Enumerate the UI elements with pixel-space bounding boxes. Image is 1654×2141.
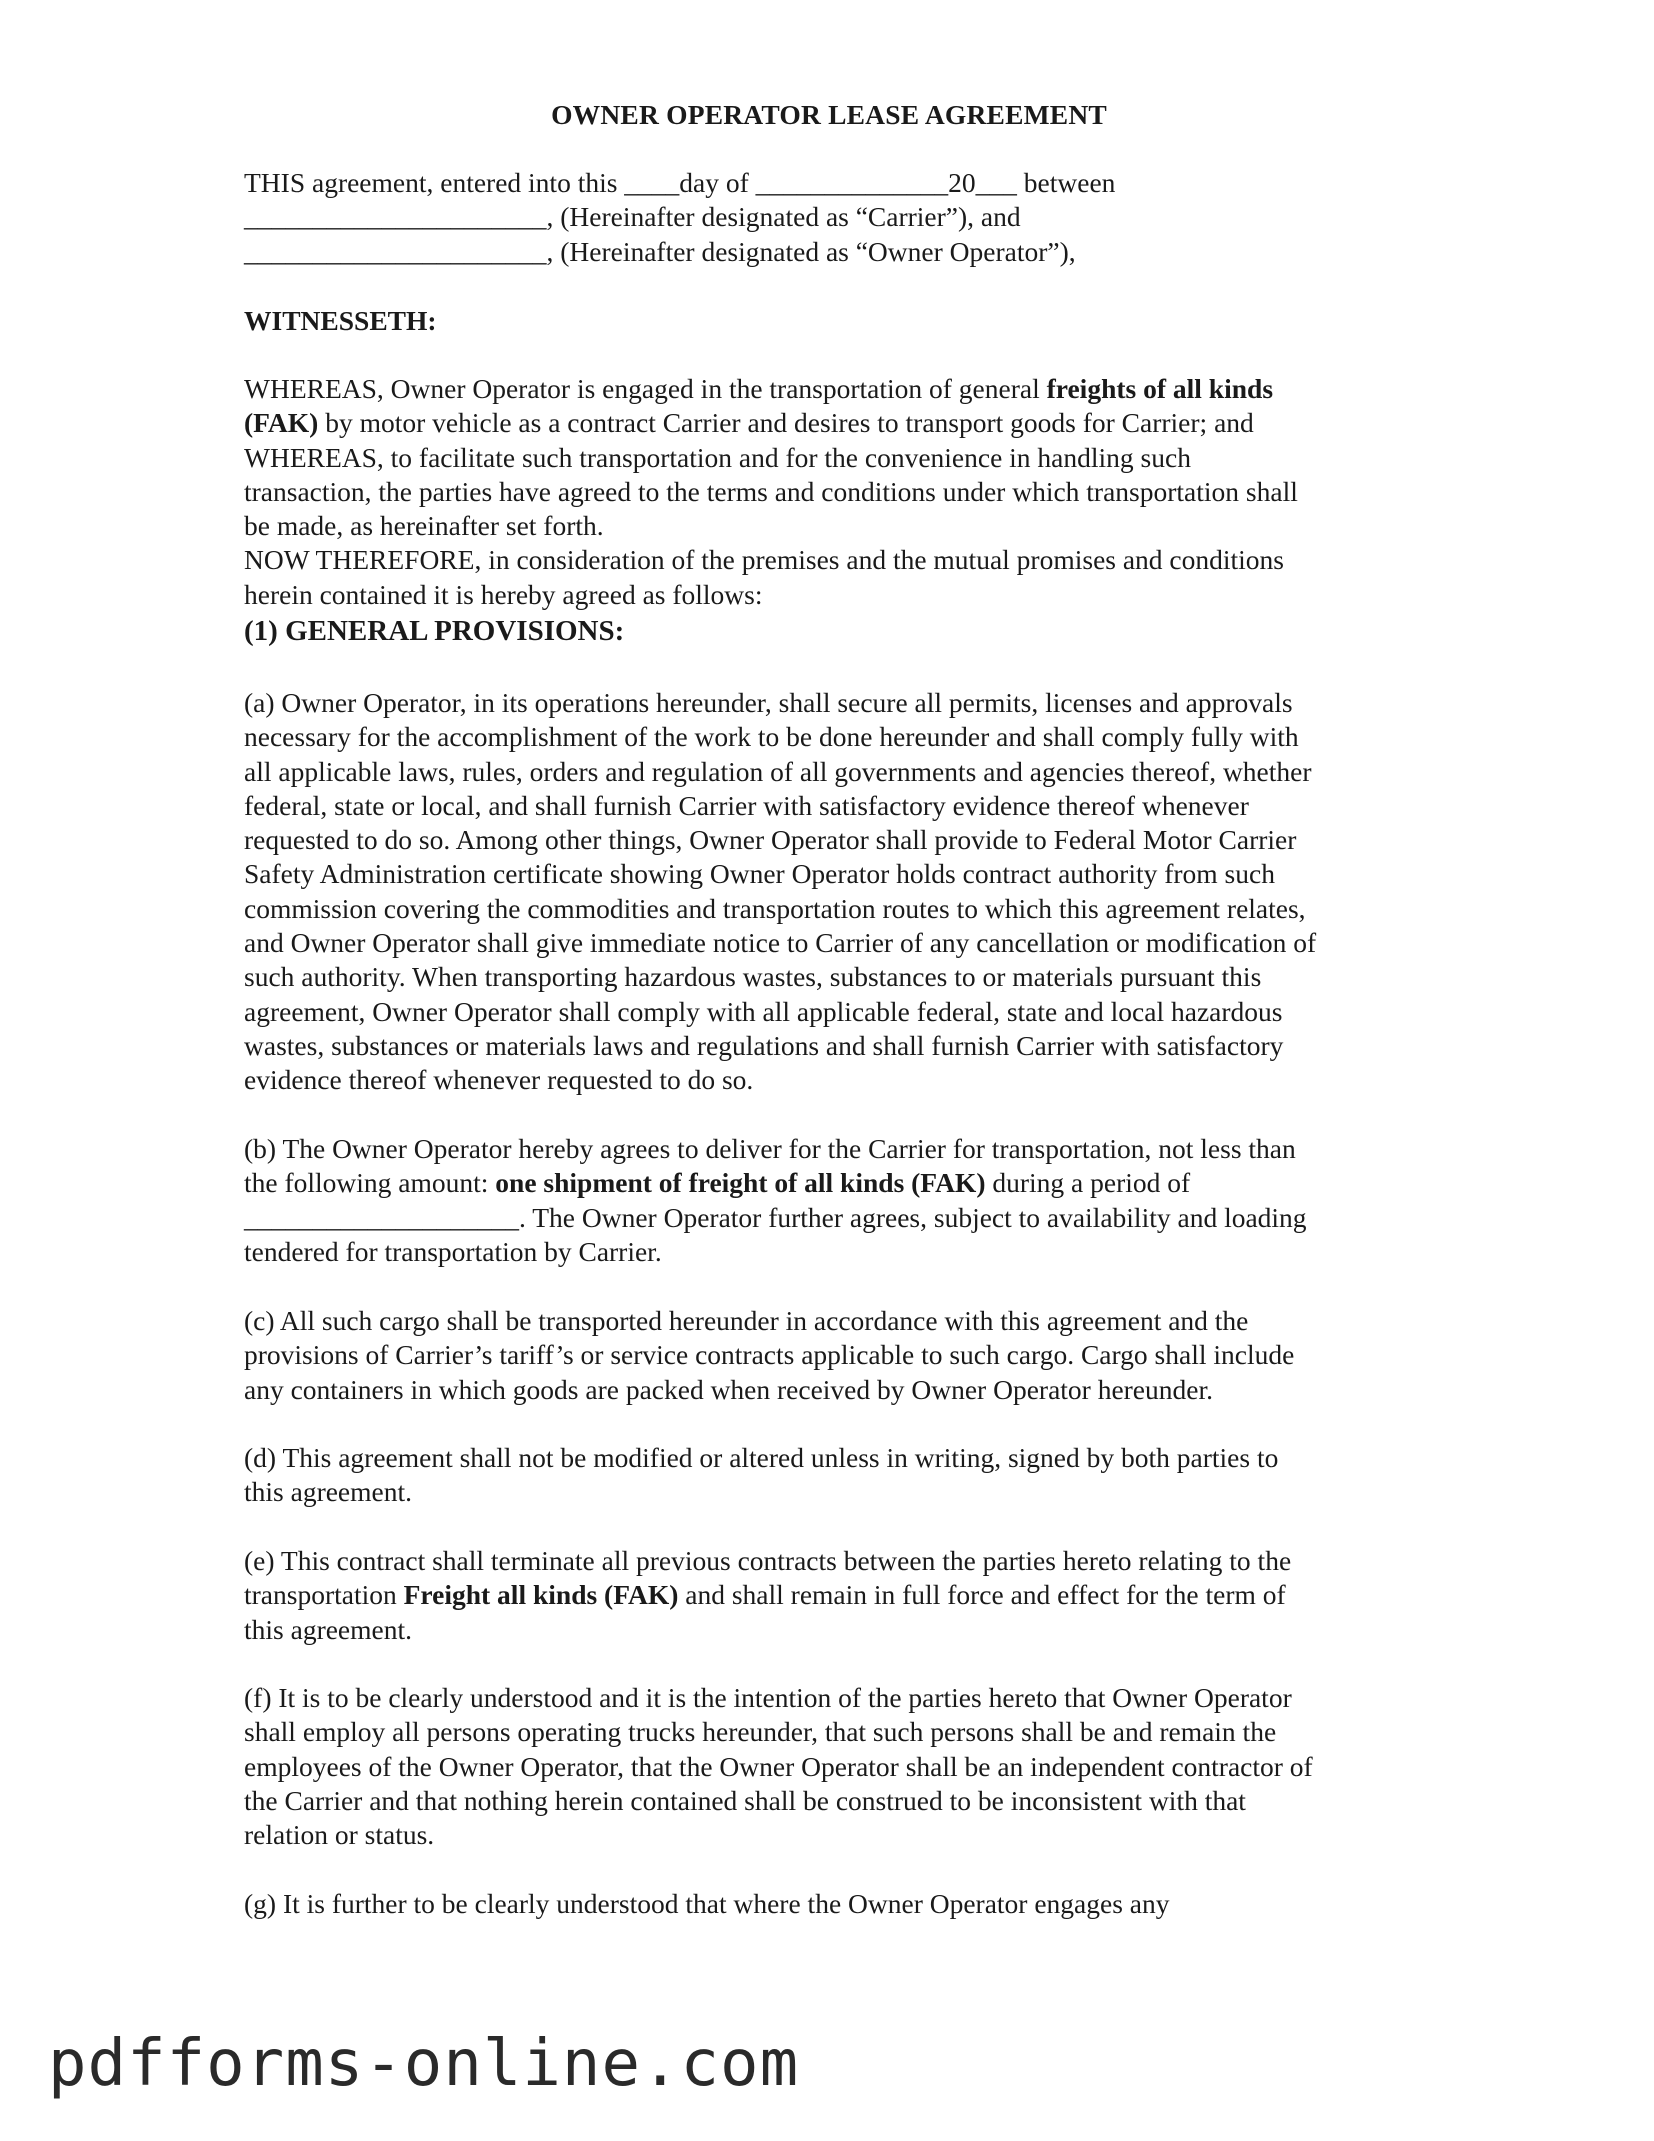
paragraph-line: employees of the Owner Operator, that the Owner Operator shall be an independent contractor of xyxy=(244,1750,1313,1782)
paragraph-line: shall employ all persons operating trucks hereunder, that such persons shall be and remain the xyxy=(244,1716,1277,1748)
bold-run: Freight all kinds (FAK) xyxy=(403,1579,679,1611)
paragraph-line: any containers in which goods are packed when received by Owner Operator hereunder. xyxy=(244,1373,1213,1405)
whereas-line: WHEREAS, to facilitate such transportation and for the convenience in handling such xyxy=(244,441,1191,473)
paragraph-line: provisions of Carrier’s tariff’s or service contracts applicable to such cargo. Cargo shall include xyxy=(244,1339,1295,1371)
paragraph-line: and Owner Operator shall give immediate notice to Carrier of any cancellation or modification of xyxy=(244,927,1317,959)
paragraph-line: (f) It is to be clearly understood and it is the intention of the parties hereto that Owner Operator xyxy=(244,1682,1292,1713)
paragraph-line: (g) It is further to be clearly understood that where the Owner Operator engages any xyxy=(244,1888,1170,1919)
paragraph-line: necessary for the accomplishment of the work to be done hereunder and shall comply fully with xyxy=(244,721,1299,753)
whereas-line: herein contained it is hereby agreed as follows: xyxy=(244,578,763,610)
paragraph-e xyxy=(244,1544,1414,1647)
paragraph-line: (a) Owner Operator, in its operations hereunder, shall secure all permits, licenses and approvals xyxy=(244,687,1293,718)
bold-run: freights of all kinds xyxy=(1046,373,1274,404)
whereas-line xyxy=(244,372,1414,406)
text-run: the following amount: xyxy=(244,1167,496,1199)
paragraph-c xyxy=(244,1304,1414,1407)
paragraph-line: all applicable laws, rules, orders and regulation of all governments and agencies thereof, whether xyxy=(244,755,1312,787)
paragraph-line: this agreement. xyxy=(244,1476,412,1508)
paragraph-line: ____________________. The Owner Operator further agrees, subject to availability and loading xyxy=(244,1201,1307,1233)
intro-line: ______________________, (Hereinafter designated as “Carrier”), and xyxy=(244,201,1021,233)
whereas-line: be made, as hereinafter set forth. xyxy=(244,510,604,542)
paragraph-line: commission covering the commodities and transportation routes to which this agreement relates, xyxy=(244,892,1306,924)
whereas-line: transaction, the parties have agreed to the terms and conditions under which transportation shall xyxy=(244,475,1298,507)
text-run: by motor vehicle as a contract Carrier and desires to transport goods for Carrier; and xyxy=(318,407,1254,439)
intro-line: ______________________, (Hereinafter designated as “Owner Operator”), xyxy=(244,235,1076,267)
paragraph-line: (b) The Owner Operator hereby agrees to deliver for the Carrier for transportation, not less than xyxy=(244,1133,1296,1164)
bold-run: (FAK) xyxy=(244,407,319,439)
paragraph-line xyxy=(244,1166,1414,1200)
paragraph-line: Safety Administration certificate showing Owner Operator holds contract authority from such xyxy=(244,858,1275,890)
paragraph-line: this agreement. xyxy=(244,1613,412,1645)
paragraph-line: federal, state or local, and shall furnish Carrier with satisfactory evidence thereof whenever xyxy=(244,789,1249,821)
whereas-line xyxy=(244,406,1414,440)
document-title: OWNER OPERATOR LEASE AGREEMENT xyxy=(551,99,1107,130)
paragraph-line: (e) This contract shall terminate all previous contracts between the parties hereto relating to the xyxy=(244,1545,1292,1576)
paragraph-f xyxy=(244,1681,1414,1852)
paragraph-line: (d) This agreement shall not be modified or altered unless in writing, signed by both parties to xyxy=(244,1442,1279,1473)
paragraph-a xyxy=(244,686,1414,1098)
section-heading: (1) GENERAL PROVISIONS: xyxy=(244,615,625,647)
paragraph-line: evidence thereof whenever requested to do so. xyxy=(244,1064,754,1096)
paragraph-b xyxy=(244,1132,1414,1269)
paragraph-line: the Carrier and that nothing herein contained shall be construed to be inconsistent with that xyxy=(244,1784,1246,1816)
paragraph-line: agreement, Owner Operator shall comply with all applicable federal, state and local hazardous xyxy=(244,995,1283,1027)
text-run: WHEREAS, Owner Operator is engaged in the transportation of general xyxy=(244,373,1047,404)
paragraph-d xyxy=(244,1441,1414,1510)
paragraph-line: such authority. When transporting hazardous wastes, substances to or materials pursuant this xyxy=(244,961,1262,993)
paragraph-line: requested to do so. Among other things, Owner Operator shall provide to Federal Motor Carrier xyxy=(244,824,1297,856)
text-run: during a period of xyxy=(985,1167,1191,1199)
bold-run: one shipment of freight of all kinds (FAK) xyxy=(495,1167,986,1199)
paragraph-line: (c) All such cargo shall be transported hereunder in accordance with this agreement and the xyxy=(244,1305,1249,1336)
watermark: pdfforms-online.com xyxy=(48,2027,800,2101)
paragraph-line: tendered for transportation by Carrier. xyxy=(244,1235,662,1267)
paragraph-line: wastes, substances or materials laws and regulations and shall furnish Carrier with satisfactory xyxy=(244,1029,1284,1061)
witnesseth-heading: WITNESSETH: xyxy=(244,305,437,336)
intro-block xyxy=(244,166,1414,269)
text-run: transportation xyxy=(244,1579,404,1611)
paragraph-line: relation or status. xyxy=(244,1819,435,1851)
paragraph-g xyxy=(244,1887,1414,1921)
text-run: and shall remain in full force and effect for the term of xyxy=(678,1579,1286,1611)
paragraph-line xyxy=(244,1578,1414,1612)
whereas-line: NOW THEREFORE, in consideration of the premises and the mutual promises and conditions xyxy=(244,544,1285,576)
intro-line: THIS agreement, entered into this ____day of ______________20___ between xyxy=(244,167,1116,198)
whereas-block xyxy=(244,372,1414,612)
